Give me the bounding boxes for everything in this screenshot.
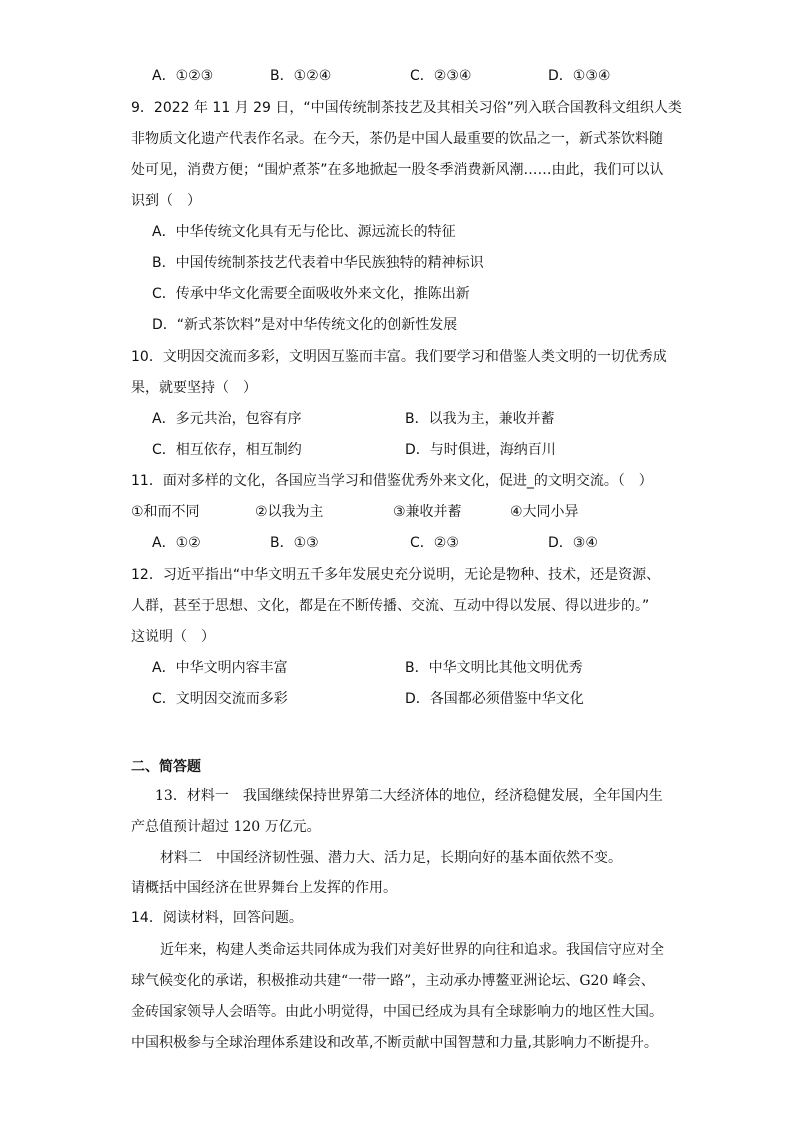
- q13-material1-line-2: 产总值预计超过 120 万亿元。: [131, 819, 321, 835]
- q10-option-b: B．以我为主，兼收并蓄: [405, 411, 555, 427]
- q10-stem-line-1: 10．文明因交流而多彩，文明因互鉴而丰富。我们要学习和借鉴人类文明的一切优秀成: [131, 349, 667, 365]
- q10-option-c: C．相互依存，相互制约: [152, 442, 302, 458]
- q12-option-d: D．各国都必须借鉴中华文化: [405, 691, 584, 707]
- q9-stem-line-1: 9．2022 年 11 月 29 日，“中国传统制茶技艺及其相关习俗”列入联合国教科文组织人类: [131, 100, 682, 116]
- q11-option-b: B．①③: [270, 535, 319, 551]
- q11-stem: 11．面对多样的文化，各国应当学习和借鉴优秀外来文化，促进_的文明交流。（ ）: [131, 473, 653, 489]
- q11-option-a: A．①②: [152, 535, 201, 551]
- q14-material-line-3: 金砖国家领导人会晤等。由此小明觉得，中国已经成为具有全球影响力的地区性大国。: [131, 1004, 663, 1020]
- q11-option-d: D．③④: [548, 535, 598, 551]
- q9-option-b: B．中国传统制茶技艺代表着中华民族独特的精神标识: [152, 255, 484, 271]
- q10-option-a: A．多元共治，包容有序: [152, 411, 302, 427]
- q11-item-1: ①和而不同: [131, 504, 200, 520]
- q11-item-2: ②以我为主: [255, 504, 324, 520]
- q9-option-a: A．中华传统文化具有无与伦比、源远流长的特征: [152, 224, 456, 240]
- q8-option-a: A．①②③: [152, 68, 214, 84]
- q14-material-line-2: 球气候变化的承诺，积极推动共建“一带一路”，主动承办博鳌亚洲论坛、G20 峰会、: [131, 973, 655, 989]
- q14-last-line: 中国积极参与全球治理体系建设和改革,不断贡献中国智慧和力量,其影响力不断提升。: [131, 1035, 658, 1051]
- q13-question: 请概括中国经济在世界舞台上发挥的作用。: [131, 880, 397, 896]
- q12-option-a: A．中华文明内容丰富: [152, 660, 288, 676]
- q12-stem-line-3: 这说明（ ）: [131, 629, 215, 645]
- q11-item-3: ③兼收并蓄: [393, 504, 462, 520]
- q8-option-b: B．①②④: [270, 68, 332, 84]
- q11-item-4: ④大同小异: [510, 504, 579, 520]
- q9-stem-line-2: 非物质文化遗产代表作名录。在今天，茶仍是中国人最重要的饮品之一，新式茶饮料随: [131, 131, 663, 147]
- q14-material-line-1: 近年来，构建人类命运共同体成为我们对美好世界的向往和追求。我国信守应对全: [160, 942, 664, 958]
- q12-stem-line-1: 12．习近平指出“中华文明五千多年发展史充分说明，无论是物种、技术，还是资源、: [131, 567, 661, 583]
- q12-stem-line-2: 人群，甚至于思想、文化，都是在不断传播、交流、互动中得以发展、得以进步的。”: [131, 598, 650, 614]
- q14-title: 14．阅读材料，回答问题。: [131, 910, 303, 926]
- section-title: 二、简答题: [131, 759, 201, 775]
- q13-material1-line-1: 13．材料一 我国继续保持世界第二大经济体的地位，经济稳健发展，全年国内生: [155, 788, 663, 804]
- q8-option-c: C．②③④: [410, 68, 472, 84]
- q12-option-b: B．中华文明比其他文明优秀: [405, 660, 583, 676]
- q11-option-c: C．②③: [410, 535, 459, 551]
- q9-option-d: D．“新式茶饮料”是对中华传统文化的创新性发展: [152, 317, 458, 333]
- q9-stem-line-4: 识到（ ）: [131, 193, 201, 209]
- q13-material2: 材料二 中国经济韧性强、潜力大、活力足，长期向好的基本面依然不变。: [160, 850, 622, 866]
- q8-option-d: D．①③④: [548, 68, 611, 84]
- q10-option-d: D．与时俱进，海纳百川: [405, 442, 556, 458]
- q12-option-c: C．文明因交流而多彩: [152, 691, 288, 707]
- q9-option-c: C．传承中华文化需要全面吸收外来文化，推陈出新: [152, 286, 470, 302]
- q9-stem-line-3: 处可见，消费方便；“围炉煮茶”在多地掀起一股冬季消费新风潮……由此，我们可以认: [131, 162, 664, 178]
- q10-stem-line-2: 果，就要坚持（ ）: [131, 380, 257, 396]
